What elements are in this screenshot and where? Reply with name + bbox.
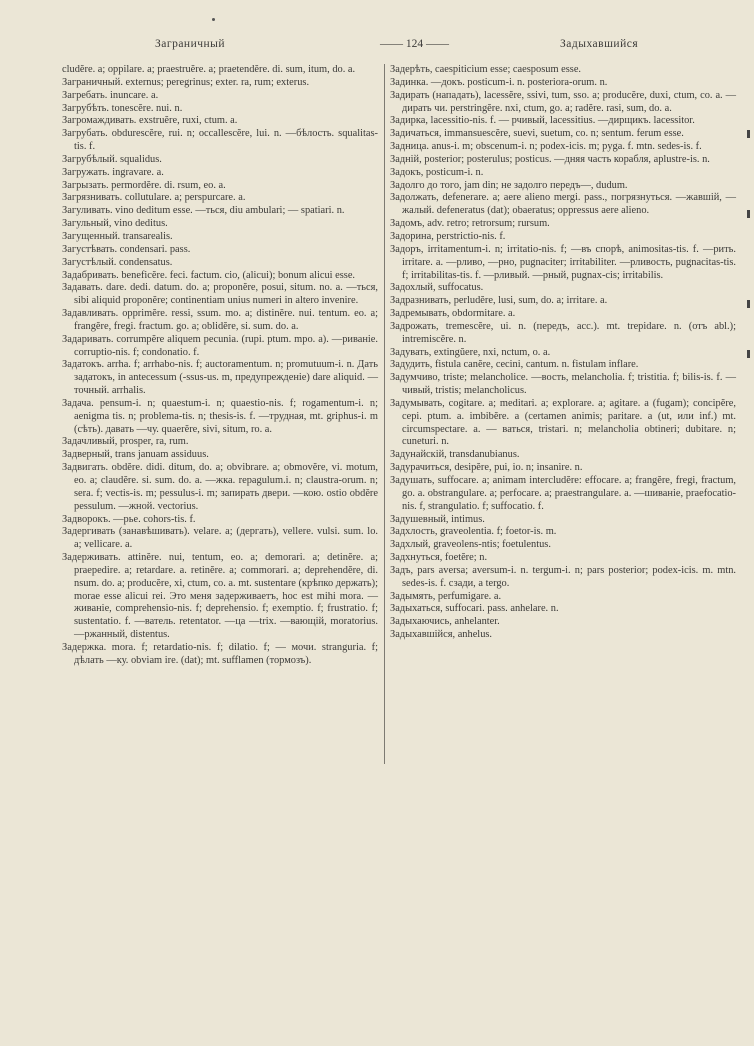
dictionary-entry: Задокъ, posticum-i. n. bbox=[390, 166, 484, 178]
dictionary-entry: Задергивать (занавѣшивать). velare. a; (дергать), vellere. vulsi. sum. lo. a; vellicare. a. bbox=[62, 526, 378, 551]
dictionary-entry: Задразнивать, perludĕre, lusi, sum, do. a; irritare. a. bbox=[390, 295, 608, 307]
page-edge-mark bbox=[747, 350, 750, 358]
dictionary-entry: Загружать. ingravare. a. bbox=[62, 166, 164, 178]
dictionary-entry: Задерживать. attinĕre. nui, tentum, eo. a; demorari. a; detinĕre. a; praepedire. a; retardare. a. retinĕre. a; commorari. a; deprehendĕre, di. nsum. do. a; producĕre, xi, ctum, co. a. mt. sustentare (крѣпко держать); morae esse alicui rei. Это меня задерживаетъ, hoc est mihi mora. —живанie, comprehensio-nis. f; deprehensio. f; exemptio. f; frustratio. f; sustentatio. f. —ватель. retentator. —ца —trix. —вающiй, moratorius. —ржанный, distentus. bbox=[62, 552, 378, 641]
dictionary-entry: Задремывать, obdormitare. a. bbox=[390, 308, 516, 320]
dictionary-entry: Задирка, lacessitio-nis. f. — рчивый, lacessitius. —дирщикъ. lacessitor. bbox=[390, 115, 695, 127]
dictionary-entry: Задачливый, prosper, ra, rum. bbox=[62, 436, 189, 448]
dictionary-entry: Задверный, trans januam assiduus. bbox=[62, 449, 209, 461]
dictionary-entry: Задолго до того, jam din; не задолго передъ—, dudum. bbox=[390, 179, 628, 191]
header-left-guide-word: Заграничный bbox=[155, 38, 226, 50]
dictionary-entry: Задунайскiй, transdanubianus. bbox=[390, 449, 520, 461]
page-edge-mark bbox=[747, 300, 750, 308]
dictionary-entry: Задхлый, graveolens-ntis; foetulentus. bbox=[390, 539, 551, 551]
print-speck bbox=[212, 18, 215, 21]
dictionary-entry: Загрубѣлый. squalidus. bbox=[62, 153, 162, 165]
right-column bbox=[390, 64, 736, 642]
dictionary-entry: Задувать, extingŭere, nxi, nctum, o. a. bbox=[390, 346, 551, 358]
page-edge-mark bbox=[747, 210, 750, 218]
dictionary-entry: Задирать (нападать), lacessĕre, ssivi, tum, sso. a; producĕre, duxi, ctum, co. a. —дирать чи. perstringĕre. nxi, ctum, go. a; radĕre. rasi, sum, do. a. bbox=[390, 89, 736, 114]
dictionary-entry: Задерѣть, caespiticium esse; caesposum esse. bbox=[390, 64, 582, 75]
dictionary-entry: Загрубѣть. tonescĕre. nui. n. bbox=[62, 102, 183, 114]
dictionary-entry: Задумывать, cogitare. a; meditari. a; explorare. a; agitare. a (fugam); concipĕre, cepi. ptum. a. imbibĕre. a (certamen animis; paritare. a (ut, или inf.) mt. circumspectare. a. — ваться, tristari. n; melancholia obtineri; dubitare. n; cuneturi. n. bbox=[390, 397, 736, 448]
dictionary-entry: Загребать. inuncare. a. bbox=[62, 89, 159, 101]
dictionary-entry: Задхлость, graveolentia. f; foetor-is. m. bbox=[390, 526, 557, 538]
column-divider bbox=[384, 64, 385, 764]
dictionary-entry: Загрызать. permordĕre. di. rsum, eo. a. bbox=[62, 179, 226, 191]
dictionary-entry: Задрожать, tremescĕre, ui. n. (передъ, acc.). mt. trepidare. n. (отъ abl.); intremiscĕre. n. bbox=[390, 320, 736, 345]
dictionary-entry: Задача. pensum-i. n; quaestum-i. n; quaestio-nis. f; rogamentum-i. n; aenigma tis. n; problema-tis. n; thesis-is. f. —трудная, mt. griphus-i. m (сѣть). давать —чу. quaerĕre, sivi, situm, ro. a. bbox=[62, 397, 378, 435]
dictionary-entry: Задержка. mora. f; retardatio-nis. f; dilatio. f; — мочи. stranguria. f; дѣлать —ку. obviam ire. (dat); mt. sufflamen (тормозъ). bbox=[62, 641, 378, 666]
dictionary-entry: Загустѣвать. condensari. pass. bbox=[62, 243, 191, 255]
dictionary-entry: Загуливать. vino deditum esse. —ться, diu ambulari; — spatiari. n. bbox=[62, 205, 345, 217]
dictionary-entry: Задница. anus-i. m; obscenum-i. n; podex-icis. m; pyga. f. mtn. sedes-is. f. bbox=[390, 141, 702, 153]
dictionary-entry: Заднiй, posterior; posterulus; posticus. —дняя часть корабля, aplustre-is. n. bbox=[390, 153, 710, 165]
dictionary-entry: Задохлый, suffocatus. bbox=[390, 282, 484, 294]
dictionary-entry: Задабривать. beneficĕre. feci. factum. cio, (alicui); bonum alicui esse. bbox=[62, 269, 356, 281]
dictionary-entry: Задыхаться, suffocari. pass. anhelare. n. bbox=[390, 603, 559, 615]
dictionary-entry: Задавливать. opprimĕre. ressi, ssum. mo. a; distinĕre. nui. tentum. eo. a; frangĕre, fregi. fractum. go. a; oblidĕre, si. sum. do. a. bbox=[62, 308, 378, 332]
dictionary-entry: Загромаждивать. exstruĕre, ruxi, ctum. a. bbox=[62, 115, 238, 127]
dictionary-entry: Задыхавшiйся, anhelus. bbox=[390, 629, 493, 641]
page-edge-mark bbox=[747, 130, 750, 138]
dictionary-entry: Задвигать. obdĕre. didi. ditum, do. a; obvibrare. a; obmovĕre, vi. motum, eo. a; claudĕre. si. sum. do. a. —жка. repagulum.i. n; claustra-orum. n; sera. f; vectis-is. m; pessulus-i. m; запирать двери. —кою. ostio obdĕre pessulum. —жной. vectorius. bbox=[62, 462, 378, 512]
header-right-guide-word: Задыхавшийся bbox=[560, 38, 639, 50]
dictionary-entry: Загрубать. obdurescĕre, rui. n; occallescĕre, lui. n. —бѣлость. squalitas-tis. f. bbox=[62, 128, 378, 153]
dictionary-entry: Задымять, perfumigare. a. bbox=[390, 590, 502, 602]
dictionary-entry: Задъ, pars aversa; aversum-i. n. tergum-i. n; pars posterior; podex-icis. m. mtn. sedes-is. f. сзади, a tergo. bbox=[390, 564, 736, 589]
dictionary-entry: Задудить, fistula canĕre, cecini, cantum. n. fistulam inflare. bbox=[390, 359, 639, 371]
dictionary-entry: Задворокъ. —рье. cohors-tis. f. bbox=[62, 513, 196, 525]
dictionary-entry: Задичаться, immansuescĕre, suevi, suetum, co. n; sentum. ferum esse. bbox=[390, 128, 684, 140]
dictionary-entry: Задавать. dare. dedi. datum. do. a; proponĕre, posui, situm. no. a. —ться, sibi aliquid proponĕre; continentiam unius numeri in altero invenire. bbox=[62, 282, 378, 307]
dictionary-entry: Задхнуться, foetĕre; n. bbox=[390, 552, 488, 564]
dictionary-entry: Задыхаючись, anhelanter. bbox=[390, 616, 500, 628]
dictionary-entry: Задумчиво, triste; melancholice. —вость, melancholia. f; tristitia. f; bilis-is. f. —чивый, tristis; melancholicus. bbox=[390, 372, 736, 397]
dictionary-entry: Задушать, suffocare. a; animam intercludĕre: effocare. a; frangĕre, fregi, fractum, go. a. obstrangulare. a; perfocare. a; praestrangulare. a. —шиванie, praefocatio-nis. f, strangulatio. f; suffocatio. f. bbox=[390, 475, 736, 512]
dictionary-entry: Задомъ, adv. retro; retrorsum; rursum. bbox=[390, 218, 550, 230]
dictionary-entry: Задатокъ. arrha. f; arrhabo-nis. f; auctoramentum. n; promutuum-i. n. Дать задатокъ, in antecessum (-ssus-us. m, предупрежденie) dare aliquid. —точный. arrhalis. bbox=[62, 359, 378, 397]
dictionary-entry: Задолжать, defenerare. a; aere alieno mergi. pass., погрязнуться. —жавшiй, —жалый. defeneratus (dat); obaeratus; oppressus aere alieno. bbox=[390, 192, 736, 217]
dictionary-entry: Загустѣлый. condensatus. bbox=[62, 256, 173, 268]
left-column bbox=[62, 64, 378, 668]
page-header bbox=[60, 38, 734, 54]
dictionary-entry: cludĕre. a; oppilare. a; praestruĕre. a; praetendĕre. di. sum, itum, do. a. bbox=[62, 64, 356, 75]
dictionary-entry: Загущенный. transarealis. bbox=[62, 230, 173, 242]
page-number: —— 124 —— bbox=[380, 38, 449, 50]
dictionary-entry: Заграничный. externus; peregrinus; exter. ra, rum; exterus. bbox=[62, 76, 310, 88]
dictionary-entry: Задурачиться, desipĕre, pui, io. n; insanire. n. bbox=[390, 462, 583, 474]
dictionary-entry: Загульный, vino deditus. bbox=[62, 218, 168, 230]
dictionary-entry: Задоръ, irritamentum-i. n; irritatio-nis. f; —въ спорѣ, animositas-tis. f. —рить. irritare. a. —рливо, —рно, pugnaciter; irritabiliter. —рливость, pugnacitas-tis. f; irritabilitas-tis. f. —рливый. —рный, pugnax-cis; irritabilis. bbox=[390, 243, 736, 281]
dictionary-entry: Задорина, perstrictio-nis. f. bbox=[390, 230, 506, 242]
dictionary-entry: Загрязнивать. collutulare. a; perspurcare. a. bbox=[62, 192, 246, 204]
dictionary-entry: Задинка. —докъ. posticum-i. n. posteriora-orum. n. bbox=[390, 76, 608, 88]
dictionary-entry: Задаривать. corrumpĕre aliquem pecunia. (rupi. ptum. mpo. a). —риванie. corruptio-nis. f; condonatio. f. bbox=[62, 333, 378, 358]
dictionary-entry: Задушевный, intimus. bbox=[390, 513, 485, 525]
